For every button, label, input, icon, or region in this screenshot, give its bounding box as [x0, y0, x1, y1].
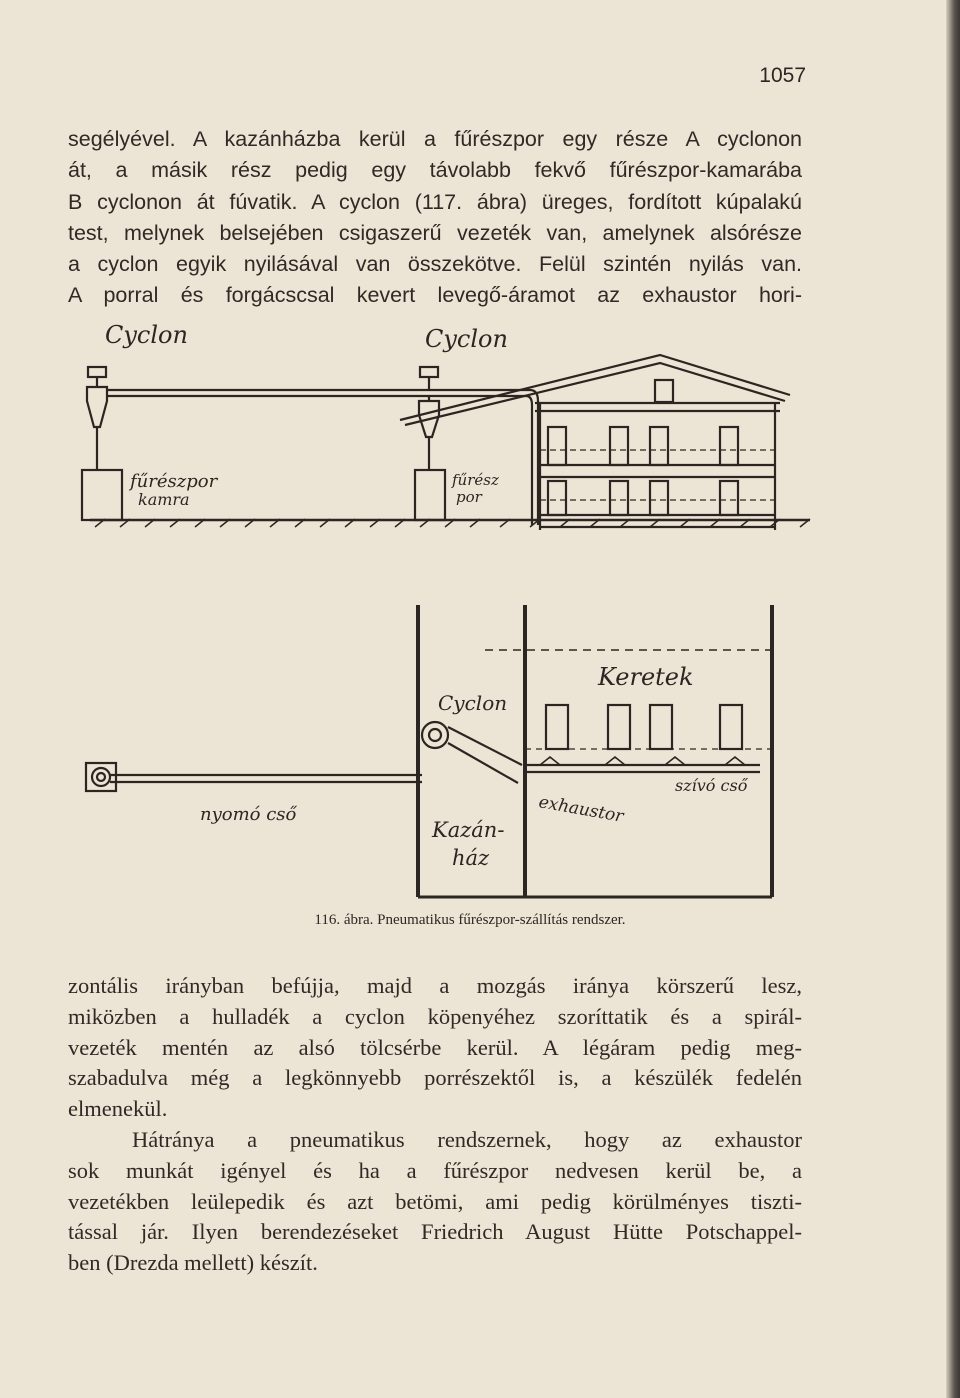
- text-line: vezeték mentén az alsó tölcsérbe kerül. A légáram pedig meg-: [68, 1034, 802, 1060]
- label-boiler-house-line1: Kazán-: [432, 818, 505, 842]
- label-sawdust-line1: fűrész: [452, 471, 499, 489]
- text-line: szabadulva még a legkönnyebb porrészektől is, a készülék fedelén: [68, 1065, 802, 1091]
- page-number: 1057: [759, 64, 806, 87]
- text-line: miközben a hulladék a cyclon köpenyéhez szoríttatik és a spirál-: [68, 1003, 802, 1029]
- page-edge: [946, 0, 960, 1398]
- text-line: elmenekül.: [68, 1096, 168, 1122]
- label-boiler-house-line2: ház: [452, 846, 490, 870]
- figure-116: [60, 315, 820, 905]
- text-line: sok munkát igényel és ha a fűrészpor nedvesen kerül be, a: [68, 1157, 802, 1183]
- text-line: a cyclon egyik nyilásával van összekötve. Felül szintén nyilás van.: [68, 252, 802, 277]
- label-suction-pipe: szívó cső: [675, 776, 748, 795]
- bottom-paragraphs: [68, 971, 802, 1279]
- label-cyclon-right: Cyclon: [425, 325, 508, 353]
- label-sawdust-line2: por: [456, 488, 482, 506]
- text-line: B cyclonon át fúvatik. A cyclon (117. ábra) üreges, fordított kúpalakú: [68, 189, 802, 214]
- label-pressure-pipe: nyomó cső: [200, 804, 297, 825]
- label-sawdust-chamber-line2: kamra: [138, 490, 190, 509]
- label-cyclon-lower: Cyclon: [438, 691, 508, 715]
- text-line: zontális irányban befújja, majd a mozgás iránya körszerű lesz,: [68, 973, 802, 998]
- label-frames: Keretek: [598, 663, 694, 691]
- text-line: Hátránya a pneumatikus rendszernek, hogy az exhaustor: [132, 1126, 802, 1152]
- label-sawdust-chamber-line1: fűrészpor: [130, 471, 218, 492]
- text-line: segélyével. A kazánházba kerül a fűrészpor egy része A cyclonon: [68, 127, 802, 151]
- text-line: át, a másik rész pedig egy távolabb fekvő fűrészpor-kamarába: [68, 158, 802, 183]
- text-line: test, melynek belsejében csigaszerű vezeték van, amelynek alsórésze: [68, 220, 802, 245]
- figure-caption: 116. ábra. Pneumatikus fűrészpor-szállítás rendszer.: [314, 912, 626, 928]
- text-line: A porral és forgácscsal kevert levegő-áramot az exhaustor hori-: [68, 283, 802, 308]
- label-cyclon-left: Cyclon: [105, 321, 188, 349]
- text-line: vezetékben leülepedik és azt betömi, ami pedig körülményes tiszti-: [68, 1188, 802, 1214]
- label-exhaustor: exhaustor: [537, 792, 625, 827]
- top-paragraph: [68, 124, 802, 312]
- text-line: tással jár. Ilyen berendezéseket Friedrich August Hütte Potschappel-: [68, 1219, 802, 1245]
- text-line: ben (Drezda mellett) készít.: [68, 1250, 318, 1276]
